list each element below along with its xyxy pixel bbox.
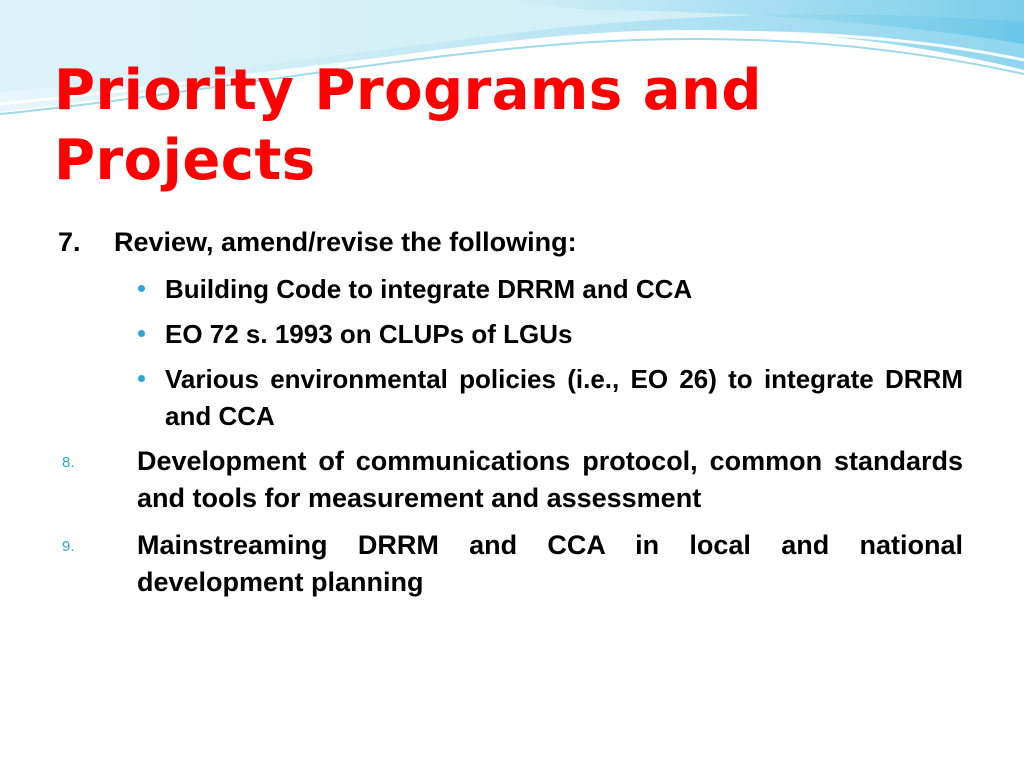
dot-bullet-icon: [138, 285, 145, 292]
slide-title: Priority Programs and Projects: [54, 58, 762, 193]
list-item: [58, 361, 963, 435]
item-7-text: Review, amend/revise the following:: [114, 227, 577, 257]
slide-body: [58, 224, 963, 611]
item-7: [58, 224, 963, 261]
item-8-number: 8.: [62, 454, 75, 471]
list-item: [58, 271, 963, 308]
item-9-text: Mainstreaming DRRM and CCA in local and national development planning: [137, 530, 963, 597]
list-item-text: Building Code to integrate DRRM and CCA: [165, 274, 693, 304]
item-7-bullet-list: [58, 271, 963, 435]
dot-bullet-icon: [138, 330, 145, 337]
item-8: [58, 443, 963, 517]
item-8-text: Development of communications protocol, common standards and tools for measurement and assessment: [137, 446, 963, 513]
dot-bullet-icon: [138, 375, 145, 382]
item-9-number: 9.: [62, 538, 75, 555]
list-item-text: Various environmental policies (i.e., EO 26) to integrate DRRM and CCA: [165, 364, 963, 431]
list-item: [58, 316, 963, 353]
item-9: [58, 527, 963, 601]
item-7-number: 7.: [58, 227, 81, 257]
list-item-text: EO 72 s. 1993 on CLUPs of LGUs: [165, 319, 573, 349]
